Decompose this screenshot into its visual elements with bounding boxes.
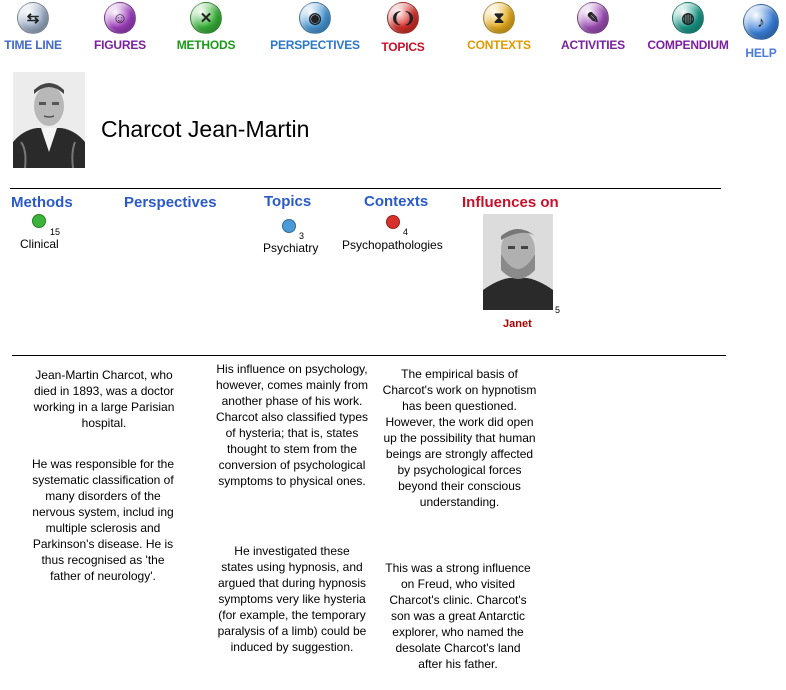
content-divider bbox=[12, 355, 726, 356]
nav-methods[interactable]: ✕ METHODS bbox=[175, 0, 237, 52]
methods-item-clinical[interactable]: Clinical bbox=[20, 237, 59, 251]
influences-heading: Influences on bbox=[462, 194, 559, 211]
methods-icon: ✕ bbox=[190, 2, 222, 34]
psychopathologies-context-icon[interactable] bbox=[386, 215, 400, 229]
nav-help[interactable]: ♪ HELP bbox=[740, 2, 782, 60]
janet-portrait[interactable] bbox=[483, 214, 553, 310]
column2-paragraph1: His influence on psychology, however, comes mainly from another phase of his work. Charcot also classified types of hysteria; that is, states thought to stem from the conversion of psychological symptoms to physical ones. bbox=[215, 362, 369, 488]
header-divider bbox=[10, 188, 721, 189]
column3-paragraph1: The empirical basis of Charcot's work on hypnotism has been questioned. However, the work did open up the possibility that human beings are strongly affected by psychological forces beyond their conscious understanding. bbox=[382, 367, 537, 509]
contexts-count: 4 bbox=[403, 227, 409, 237]
nav-timeline[interactable]: ⇆ TIME LINE bbox=[4, 0, 62, 52]
perspectives-heading[interactable]: Perspectives bbox=[124, 194, 217, 211]
charcot-portrait bbox=[13, 72, 85, 168]
topics-heading[interactable]: Topics bbox=[264, 193, 312, 210]
clinical-method-icon[interactable] bbox=[32, 214, 46, 228]
topics-item-psychiatry[interactable]: Psychiatry bbox=[263, 241, 319, 255]
activities-icon: ✎ bbox=[577, 2, 609, 34]
influence-janet-link[interactable]: Janet bbox=[503, 318, 532, 330]
nav-figures[interactable]: ☺ FIGURES bbox=[92, 0, 148, 52]
nav-topics[interactable]: ❨❩ TOPICS bbox=[378, 0, 428, 54]
methods-count: 15 bbox=[50, 227, 61, 237]
topics-icon: ❨❩ bbox=[387, 2, 419, 34]
influences-count: 5 bbox=[555, 305, 561, 315]
page-title: Charcot Jean-Martin bbox=[101, 116, 310, 142]
top-navigation bbox=[0, 0, 786, 70]
contexts-item-psychopathologies[interactable]: Psychopathologies bbox=[342, 238, 443, 252]
help-icon: ♪ bbox=[743, 4, 779, 40]
nav-contexts[interactable]: ⧗ CONTEXTS bbox=[466, 0, 532, 52]
perspectives-icon: ◉ bbox=[299, 2, 331, 34]
column1-paragraph1: Jean-Martin Charcot, who died in 1893, was a doctor working in a large Parisian hospital. bbox=[33, 368, 175, 430]
nav-perspectives[interactable]: ◉ PERSPECTIVES bbox=[270, 0, 360, 52]
column3-paragraph2: This was a strong influence on Freud, who visited Charcot's clinic. Charcot's son was a great Antarctic explorer, who named the desolate Charcot's land after his father. bbox=[385, 561, 531, 671]
contexts-icon: ⧗ bbox=[483, 2, 515, 34]
nav-compendium[interactable]: ◍ COMPENDIUM bbox=[645, 0, 731, 52]
nav-activities[interactable]: ✎ ACTIVITIES bbox=[560, 0, 626, 52]
column1-paragraph2: He was responsible for the systematic classification of many disorders of the nervous system, includ ing multiple sclerosis and Parkinson's disease. He is thus recognised as 'the father of neurology'. bbox=[31, 457, 175, 583]
psychiatry-topic-icon[interactable] bbox=[282, 219, 296, 233]
methods-heading[interactable]: Methods bbox=[11, 194, 73, 211]
compendium-icon: ◍ bbox=[672, 2, 704, 34]
column2-paragraph2: He investigated these states using hypnosis, and argued that during hypnosis symptoms very like hysteria (for example, the temporary paralysis of a limb) could be induced by suggestion. bbox=[217, 544, 367, 654]
contexts-heading[interactable]: Contexts bbox=[364, 193, 429, 210]
topics-count: 3 bbox=[299, 231, 305, 241]
figures-icon: ☺ bbox=[104, 2, 136, 34]
timeline-icon: ⇆ bbox=[17, 2, 49, 34]
